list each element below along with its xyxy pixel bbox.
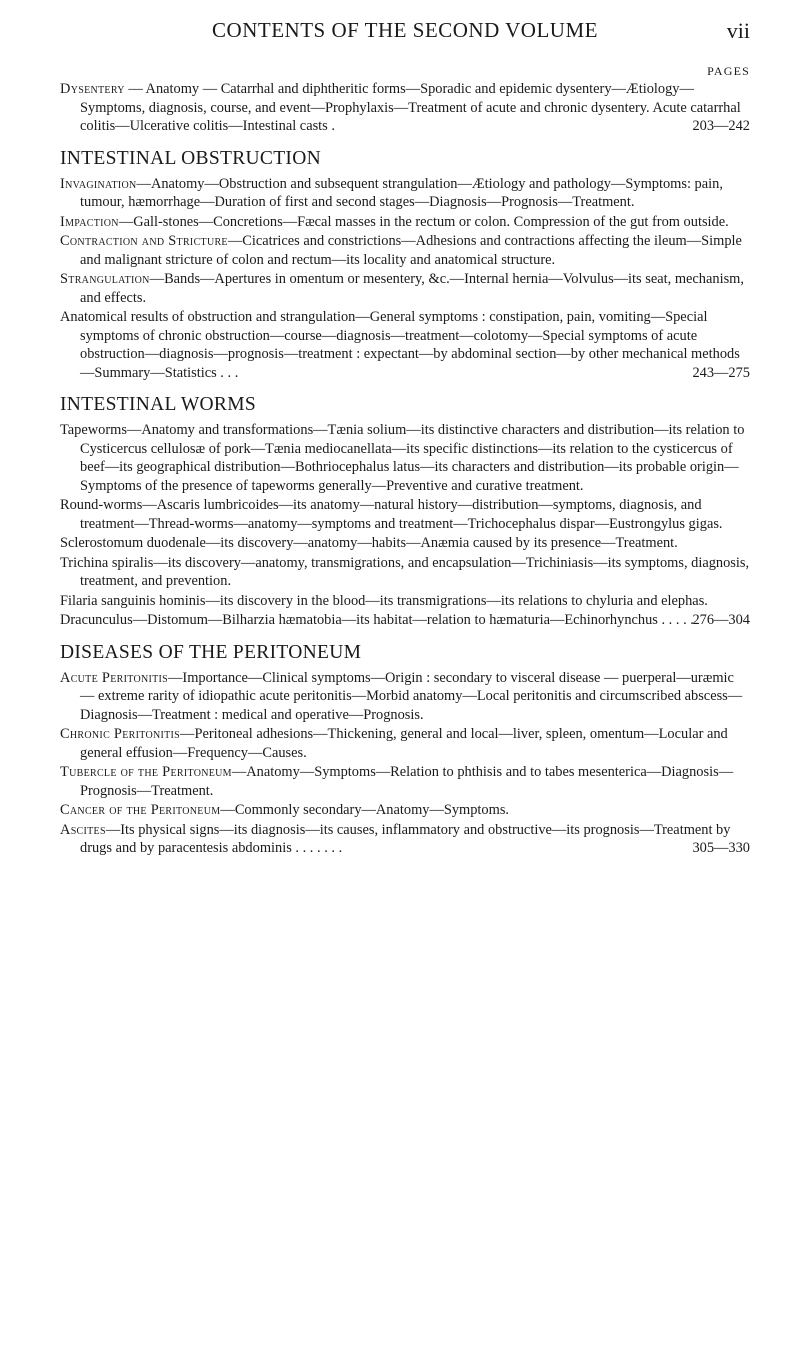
toc-entry-acute-peritonitis [60,669,750,725]
section-heading-peritoneum: DISEASES OF THE PERITONEUM [60,641,362,663]
entry-text: Sclerostomum duodenale—its discovery—anatomy—habits—Anæmia caused by its presence—Treatment. [60,535,678,551]
entry-text: Anatomical results of obstruction and strangulation—General symptoms : constipation, pain, vomiting—Special symptoms of chronic obstruction—course—diagnosis—treatment—colotomy—Special symptoms of acute obstruction—diagnosis—prognosis—treatment : expectant—by abdominal section—by other mechanical methods—Summary—Statistics . . . [60,309,740,381]
toc-entry-anatomical-results [60,308,750,382]
entry-text: —Peritoneal adhesions—Thickening, general and local—liver, spleen, omentum—Locular and general effusion—Frequency—Causes. [80,726,728,761]
entry-lead: Invagination [60,175,137,192]
toc-entry-ascites [60,821,750,858]
entry-lead: Dysentery [60,81,125,97]
entry-text: —Bands—Apertures in omentum or mesentery, &c.—Internal hernia—Volvulus—its seat, mechanism, and effects. [80,271,744,306]
toc-entry-filaria [60,592,750,611]
running-header [60,18,750,46]
entry-text: Round-worms—Ascaris lumbricoides—its anatomy—natural history—distribution—symptoms, diagnosis, and treatment—Thread-worms—anatomy—symptoms and treatment—Trichocephalus dispar—Eustrongylus gigas. [60,497,723,532]
contents-page [60,18,750,859]
entry-pages: 203—242 [692,118,750,134]
entry-text: —Anatomy—Obstruction and subsequent strangulation—Ætiology and pathology—Symptoms: pain, tumour, hæmorrhage—Duration of first and second stages—Diagnosis—Prognosis—Treatment. [80,175,723,210]
entry-text: — Anatomy — Catarrhal and diphtheritic forms—Sporadic and epidemic dysentery—Ætiology—Symptoms, diagnosis, course, and event—Prophylaxis—Treatment of acute and chronic dysentery. Acute catarrhal colitis—Ulcerative colitis—Intestinal casts . [80,81,741,134]
entry-lead: Tubercle of the Peritoneum [60,764,232,780]
entry-lead: Contraction and Stricture [60,233,228,249]
entry-lead: Ascites [60,821,106,838]
entry-text: —Commonly secondary—Anatomy—Symptoms. [220,802,510,818]
entry-text: —Cicatrices and constrictions—Adhesions and contractions affecting the ileum—Simple and malignant stricture of colon and rectum—its locality and anatomical structure. [80,233,742,268]
entry-lead: Acute Peritonitis [60,669,169,686]
entry-text: —Anatomy—Symptoms—Relation to phthisis and to tabes mesenterica—Diagnosis—Prognosis—Treatment. [80,764,734,799]
toc-entry-sclerostomum [60,534,750,553]
toc-entry-trichina [60,554,750,591]
toc-entry-round-worms [60,496,750,533]
entry-lead: Strangulation [60,271,150,287]
pages-column-label: PAGES [707,64,750,78]
entry-text: Filaria sanguinis hominis—its discovery in the blood—its transmigrations—its relations to chyluria and elephas. [60,592,708,609]
toc-entry-contraction [60,232,750,269]
entry-lead: Impaction [60,213,119,230]
section-heading-worms: INTESTINAL WORMS [60,394,257,415]
entry-text: Tapeworms—Anatomy and transformations—Tænia solium—its distinctive characters and distribution—its relation to Cysticercus cellulosæ of pork—Tænia mediocanellata—its specific distinctions—its relation to the cysticercus of beef—its geographical distribution—Bothriocephalus latus—its characters and distribution—its probable origin—Symptoms of the presence of tapeworms generally—Preventive and curative treatment. [60,422,745,494]
entry-lead: Chronic Peritonitis [60,726,181,742]
entry-lead: Cancer of the Peritoneum [60,802,221,818]
toc-entry-tubercle [60,763,750,800]
toc-entry-tapeworms [60,421,750,495]
toc-entry-cancer [60,801,750,820]
toc-entry-invagination [60,175,750,212]
toc-entry-dysentery [60,80,750,136]
entry-text: Dracunculus—Distomum—Bilharzia hæmatobia—its habitat—relation to hæmaturia—Echinorhynchus . . . . . [60,612,694,628]
section-heading-obstruction: INTESTINAL OBSTRUCTION [60,147,321,169]
running-title: CONTENTS OF THE SECOND VOLUME [212,18,598,42]
page-number: vii [726,18,750,43]
toc-entry-strangulation [60,270,750,307]
entry-pages: 243—275 [692,364,750,381]
entry-pages: 305—330 [692,840,750,856]
toc-entry-chronic-peritonitis [60,725,750,762]
toc-entry-impaction [60,213,750,232]
entry-text: —Gall-stones—Concretions—Fæcal masses in the rectum or colon. Compression of the gut from outside. [118,213,729,230]
entry-pages: 276—304 [692,612,750,628]
entry-text: Trichina spiralis—its discovery—anatomy, transmigrations, and encapsulation—Trichiniasis—its symptoms, diagnosis, treatment, and prevention. [60,554,750,589]
entry-text: —Its physical signs—its diagnosis—its causes, inflammatory and obstructive—its prognosis—Treatment by drugs and by paracentesis abdominis . . . . . . . [80,821,731,856]
toc-entry-dracunculus [60,611,750,630]
entry-text: —Importance—Clinical symptoms—Origin : secondary to visceral disease — puerperal—uræmic — extreme rarity of idiopathic acute peritonitis—Morbid anatomy—Local peritonitis and circumscribed abscess—Diagnosis—Treatment : medical and operative—Prognosis. [80,669,743,723]
